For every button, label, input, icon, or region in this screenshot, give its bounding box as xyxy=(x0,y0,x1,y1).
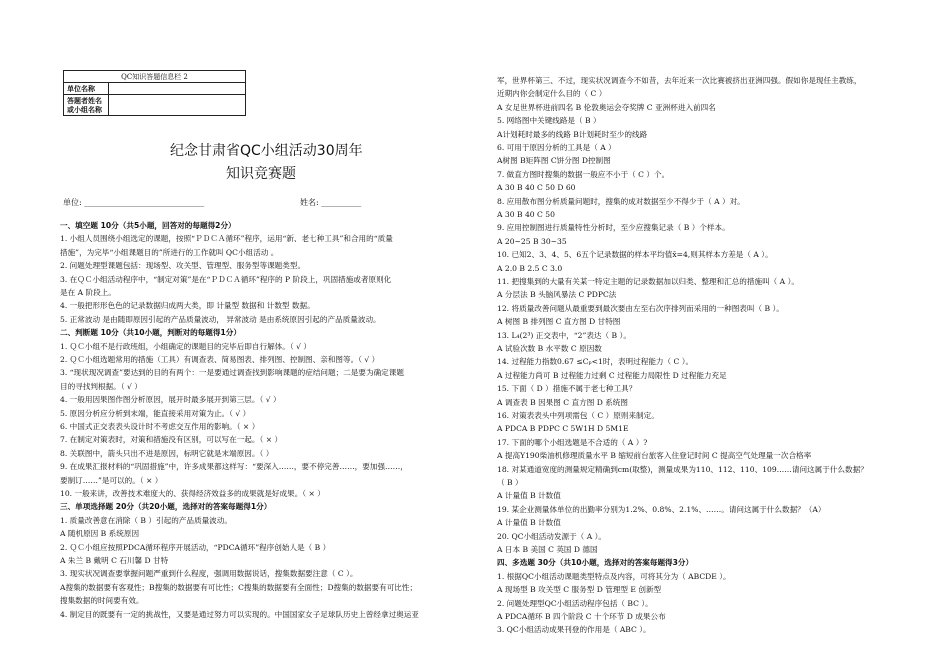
info-table-name-value xyxy=(109,95,246,116)
text-line: 16. 对策表表头中列项需包（ C ）原则来制定。 xyxy=(497,411,659,420)
text-line: 15. 下面（ D ）措施不属于老七种工具？ xyxy=(497,384,637,394)
text-line: A 女足世界杯进前四名 B 伦敦奥运会夺奖牌 C 亚洲杯进入前四名 xyxy=(497,102,716,112)
text-line: 2. ＱＣ小组选题常用的措施（工具）有调查表、简易图表、排列图、控制图、亲和图等。（ √ ） xyxy=(60,355,380,364)
text-line: 7. 在制定对策表时，对策和措施没有区别，可以写在一起。（ × ） xyxy=(60,435,283,445)
text-line: 4. 制定目的既要有一定的挑战性，又要是通过努力可以实现的。中国国家女子足球队历史上曾经拿过奥运亚 xyxy=(60,609,419,619)
info-table-unit-value xyxy=(109,83,246,95)
text-line: A 2.0 B 2.5 C 3.0 xyxy=(497,263,563,273)
text-line: 搜集数据的时间要有效。 xyxy=(60,596,144,606)
text-line: 20. QC小组活动发源于（ A ）。 xyxy=(497,531,606,541)
text-line: 5. 正常波动 是由随即原因引起的产品质量波动， 异常波动 是由系统原因引起的产品质量波动。 xyxy=(60,314,381,324)
text-line: 10. 一般来讲，改善技术难度大的、获得经济效益多的成果就是好成果。（ × ） xyxy=(60,489,325,498)
text-line: A 提高Y190柴油机修理质量水平 B 缩短前台旅客入住登记时间 C 提高空气处理量一次合格率 xyxy=(497,451,812,461)
text-line: 13. L₄(2³) 正交表中，“2”表达（ B ）。 xyxy=(497,330,631,340)
text-line: 5. 网络图中关键线路是（ B ） xyxy=(497,116,601,126)
text-line: A 计量值 B 计数值 xyxy=(497,518,561,528)
text-line: 3. 在ＱＣ小组活动程序中，“制定对策”是在“ＰＤＣＡ循环”程序的 P 阶段上，巩固措施或者原则化 xyxy=(60,274,392,284)
text-line: A 计量值 B 计数值 xyxy=(497,491,561,501)
unit-field-label: 单位: ______________________________ xyxy=(63,198,205,207)
text-line: 1. 根据QC小组活动课题类型特点及内容，可将其分为（ ABCDE ）。 xyxy=(497,571,731,581)
text-line: 7. 做直方图时搜集的数据一般应不小于（ C ）个。 xyxy=(497,169,670,179)
text-line: A 朱兰 B 戴明 C 石川馨 D 甘特 xyxy=(60,556,169,565)
text-line: 9. 在成果汇报材料的“巩固措施”中，许多成果都这样写：“要深入……，要不停完善……，要加强……， xyxy=(60,462,408,472)
text-line: A 日本 B 美国 C 英国 D 德国 xyxy=(497,545,598,554)
text-line: 6. 中国式正交表表头设计时不考虑交互作用的影响。（ × ） xyxy=(60,422,260,431)
text-line: 14. 过程能力指数0.67 ≤Cₚ<1时，表明过程能力（ C ）。 xyxy=(497,357,694,367)
text-line: 4. 一般用因果图作图分析原因，展开时最多展开到第三层。（ √ ） xyxy=(60,395,281,405)
text-line: A 随机原因 B 系统原因 xyxy=(60,529,140,539)
text-line: 军，世界杯第三、不过，现实状况调查今不如昔，去年近来一次比赛被挤出亚洲四强。假如你是现任主教练， xyxy=(497,76,862,85)
page-title: 纪念甘肃省QC小组活动30周年 xyxy=(170,143,363,159)
text-line: 要制订……”是可以的。（ × ） xyxy=(60,475,163,485)
text-line: 1. 小组人员围绕小组选定的课题，按照“ＰＤＣＡ循环”程序，运用“新、老七种工具”和合用的“质量 xyxy=(60,234,393,244)
text-line: 措施”，为完毕“小组课题目的”所进行的工作就叫 QC小组活动 。 xyxy=(60,247,279,257)
text-line: 18. 对某通道宽度的测量规定精确到cm(取整)，测量成果为110、112、110、109……请问这属于什么数据？ xyxy=(497,464,868,474)
section-heading: 一、填空题 10分（共5小题，回答对的每题得2分） xyxy=(60,221,236,230)
text-line: A树图 B矩阵图 C饼分图 D控制图 xyxy=(497,156,611,166)
text-line: 2. 问题处理型课题包括：现场型、攻关型、管理型、服务型等课题类型。 xyxy=(60,261,306,271)
text-line: 11. 把搜集到的大量有关某一特定主题的记录数据加以归类、整理和汇总的措施叫（ A ）。 xyxy=(497,277,799,286)
section-heading: 四、多选题 30分（共10小题，选择对的答案每题得3分） xyxy=(497,558,694,568)
text-line: A 分层法 B 头脑风暴法 C PDPC法 xyxy=(497,290,617,300)
text-line: A计划耗时最多的线路 B计划耗时至少的线路 xyxy=(497,129,648,139)
text-line: A 30 B 40 C 50 xyxy=(497,210,555,219)
text-line: A 现场型 B 攻关型 C 服务型 D 管理型 E 创新型 xyxy=(497,585,662,595)
text-line: 3. “现状现况调查”要达到的目的有两个：一是要通过调查找到影响课题的症结问题；二是要为确定课题 xyxy=(60,368,404,378)
text-line: 3. 现实状况调查要掌握问题严重到什么程度，强调用数据说话，搜集数据要注意（ C ）。 xyxy=(60,569,358,579)
text-line: 1. 质量改善意在消除（ B ）引起的产品质量波动。 xyxy=(60,515,232,525)
text-line: 8. 应用散布图分析质量问题时，搜集的成对数据至少不得少于（ A ）对。 xyxy=(497,196,745,206)
text-line: A 树图 B 排列图 C 直方图 D 甘特图 xyxy=(497,317,621,327)
text-line: 目的寻找判根据。（ √ ） xyxy=(60,381,142,391)
text-line: 6. 可用于原因分析的工具是（ A ） xyxy=(497,143,616,152)
text-line: 2. 问题处理型QC小组活动程序包括（ BC ）。 xyxy=(497,598,653,608)
text-line: A 30 B 40 C 50 D 60 xyxy=(497,183,576,193)
text-line: A 调查表 B 因果图 C 直方图 D 系统图 xyxy=(497,397,628,407)
text-line: 9. 应用控制图进行质量特性分析时，至少应搜集记录（ B ）个样本。 xyxy=(497,223,730,233)
page-subtitle: 知识竞赛题 xyxy=(226,166,296,182)
text-line: 10. 已知2、3、4、5、6五个记录数据的样本平均值x̄=4,则其样本方差是（ A ）。 xyxy=(497,250,773,260)
info-table-name-label-line2: 或小组名称 xyxy=(67,105,102,114)
info-table-header: QC知识答题信息栏 2 xyxy=(64,71,246,83)
text-line: 近期内你会制定什么目的（ C ） xyxy=(497,89,607,99)
info-table-unit-label: 单位名称 xyxy=(64,83,109,95)
text-line: 5. 原因分析应分析到末端，能直接采用对策为止。（ √ ） xyxy=(60,408,251,418)
text-line: A搜集的数据要有客观性；B搜集的数据要有可比性；C搜集的数据要有全面性；D搜集的数据要有可比性； xyxy=(60,582,418,592)
text-line: （ B ） xyxy=(497,478,523,487)
text-line: 4. 一般把形形色色的记录数据归成两大类，即 计量型 数据和 计数型 数据。 xyxy=(60,301,315,311)
text-line: 2. ＱＣ小组应按照PDCA循环程序开展活动，“PDCA循环”程序创始人是（ B ） xyxy=(60,542,331,552)
text-line: A 试验次数 B 水平数 C 原因数 xyxy=(497,344,602,353)
section-heading: 二、判断题 10分（共10小题，判断对的每题得1分） xyxy=(60,328,241,338)
info-table-name-label xyxy=(64,95,109,116)
text-line: A PDCA循环 B 四个阶段 C 十个环节 D 成果公布 xyxy=(497,612,666,621)
text-line: 19. 某企业测量体单位的出勤率分别为1.2%、0.8%、2.1%、……。请问这属于什么数据？（A） xyxy=(497,504,826,514)
text-line: A 20~25 B 30~35 xyxy=(497,236,567,246)
name-field-label: 姓名: __________ xyxy=(300,198,362,207)
text-line: 1. ＱＣ小组不是行政班组，小组确定的课题目的完毕后即自行解体。（ √ ） xyxy=(60,341,311,351)
info-table xyxy=(63,70,246,116)
text-line: 是在 A 阶段上。 xyxy=(60,288,116,297)
text-line: A PDCA B PDPC C 5W1H D 5M1E xyxy=(497,424,629,434)
info-table-name-label-line1: 答题者姓名 xyxy=(67,96,102,105)
text-line: 12. 将质量改善问题从最重要到最次要由左至右次序排列而采用的一种图表叫（ B ）。 xyxy=(497,303,784,313)
section-heading: 三、单项选择题 20分（共20小题，选择对的答案每题得1分） xyxy=(60,502,272,512)
text-line: 3. QC小组活动成果刊登的作用是（ ABC ）。 xyxy=(497,625,651,635)
text-line: 17. 下面的哪个小组选题是不合适的（ A ）? xyxy=(497,437,648,447)
text-line: A 过程能力尚可 B 过程能力过剩 C 过程能力局限性 D 过程能力充足 xyxy=(497,370,727,380)
text-line: 8. 关联图中，箭头只出不进是原因，标明它就是末端原因。（ ） xyxy=(60,448,274,458)
